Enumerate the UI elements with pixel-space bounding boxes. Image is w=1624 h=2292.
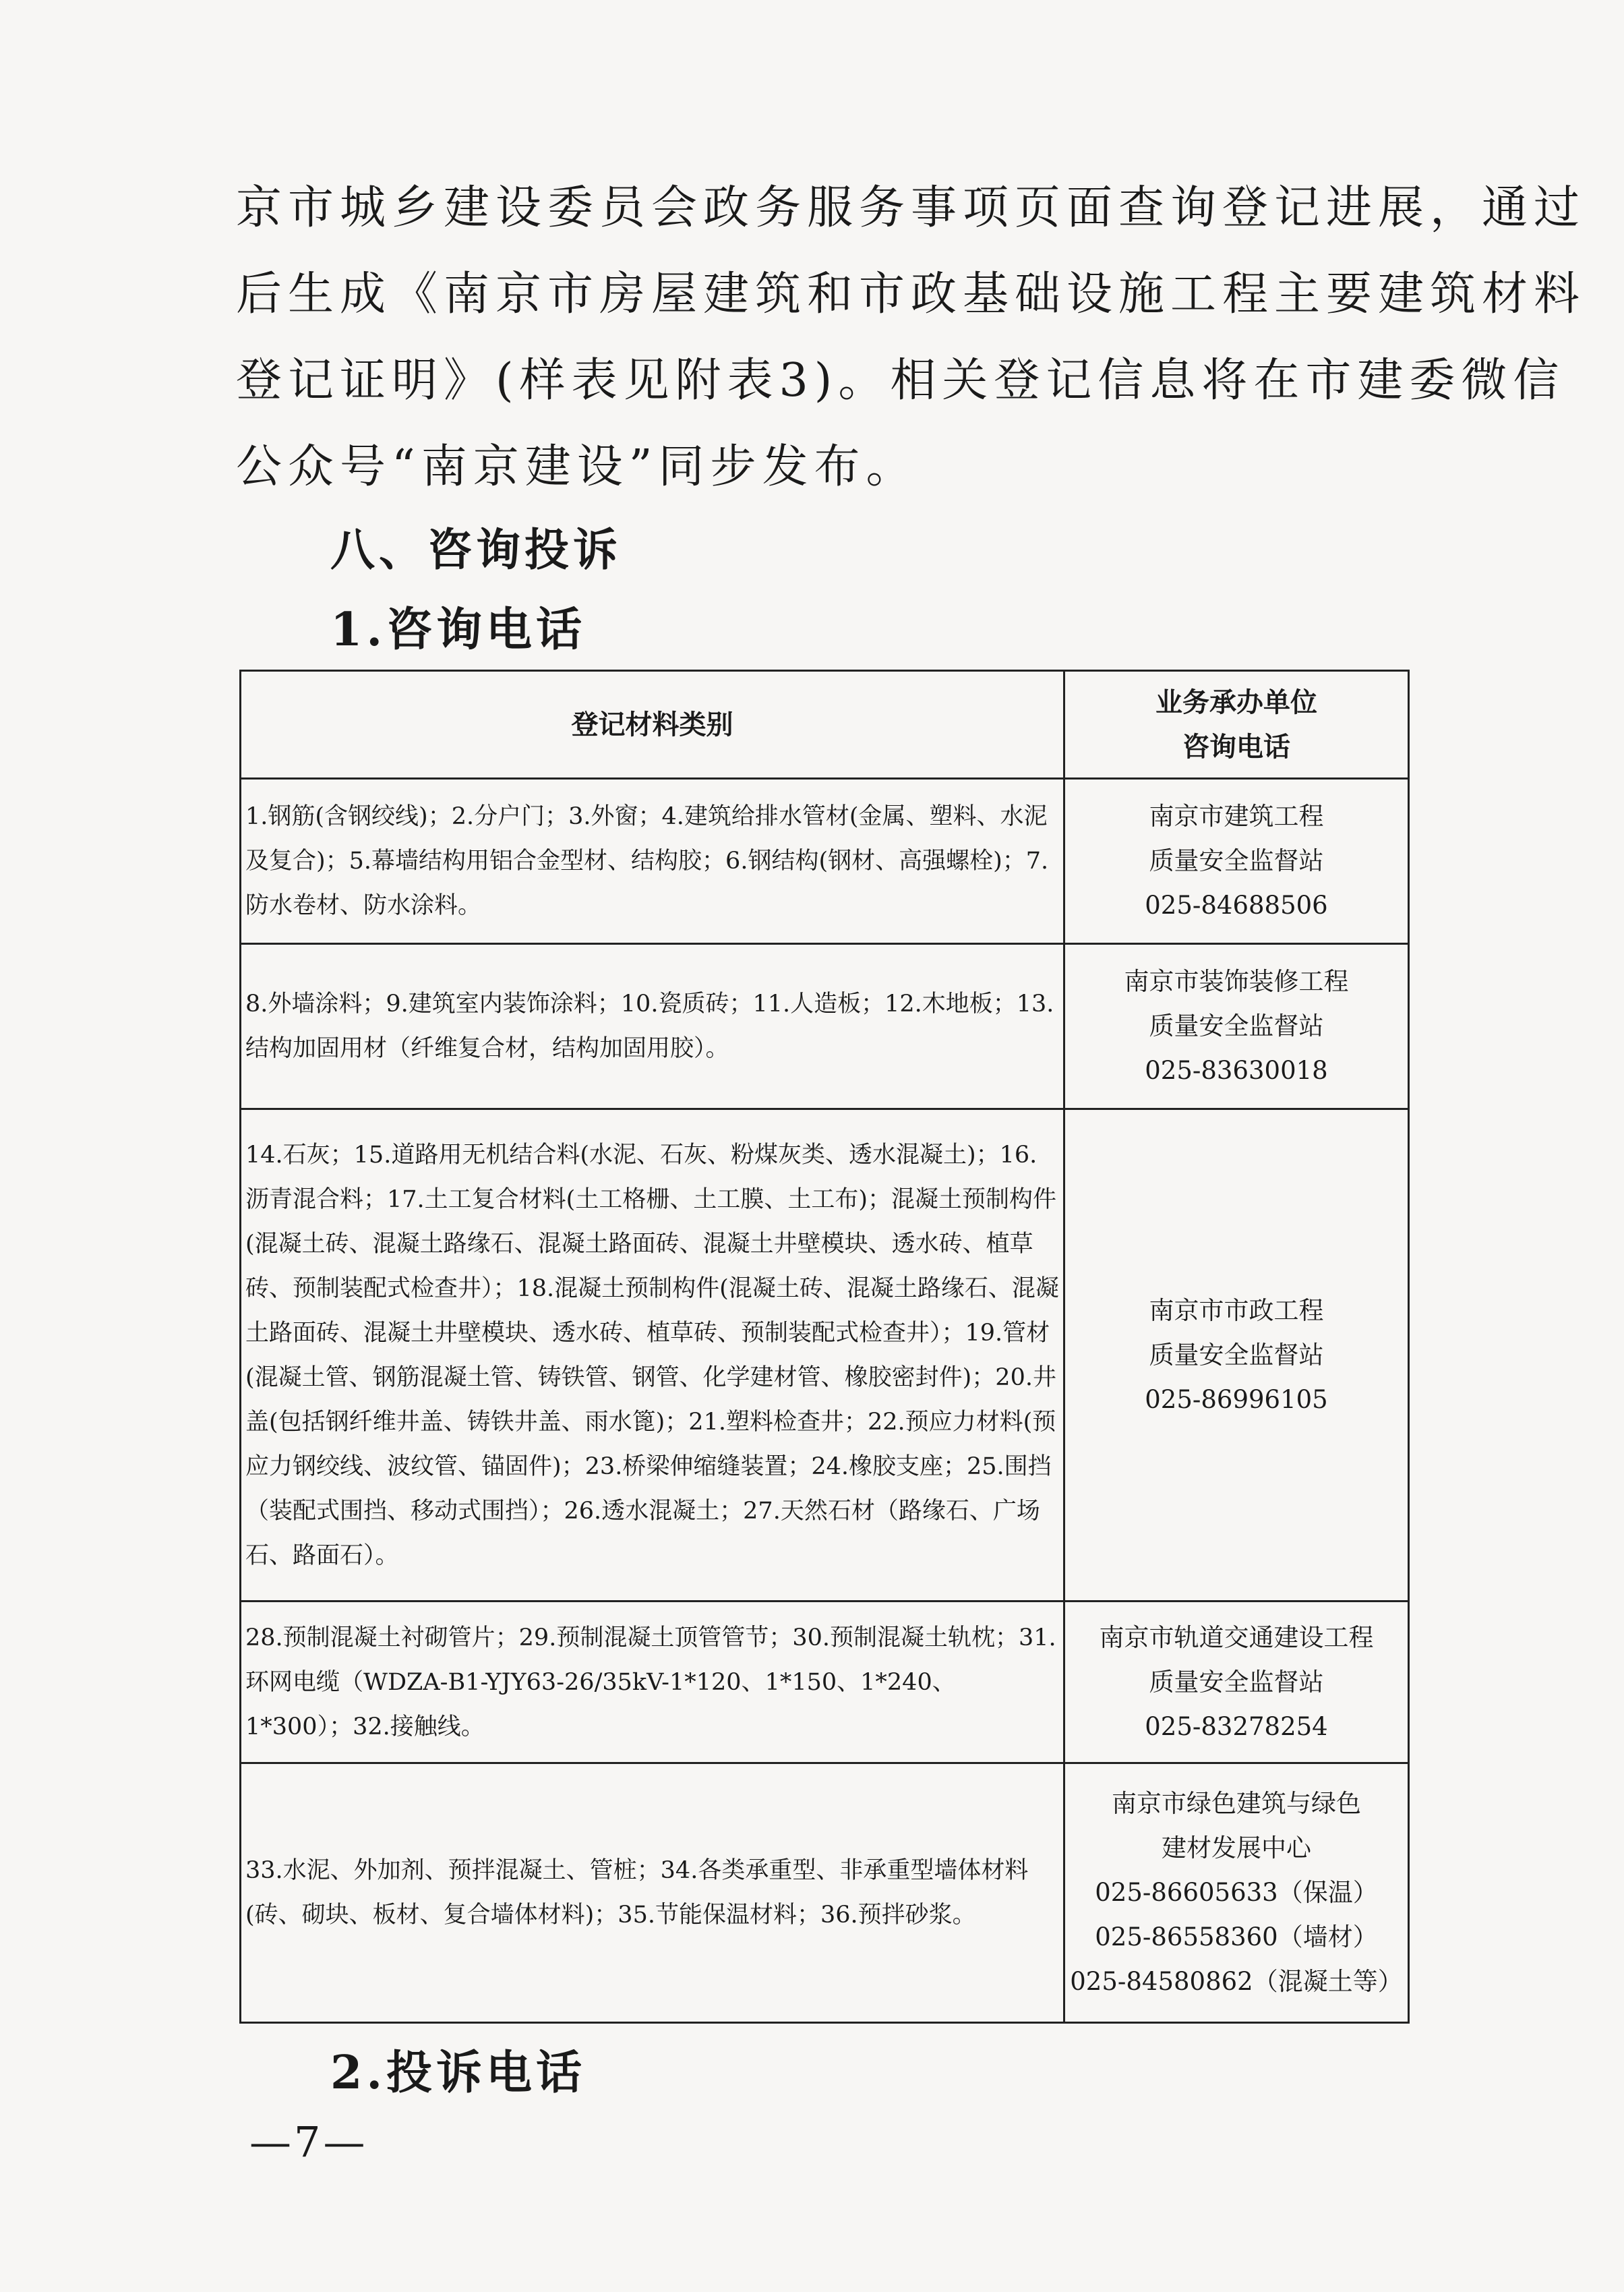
table-row <box>241 1602 1409 1763</box>
org-phone: 025-84580862（混凝土等） <box>1070 1967 1403 1996</box>
table-header-row <box>241 671 1409 779</box>
org-cell <box>1064 1763 1409 2023</box>
org-phone: 025-86605633（保温） <box>1095 1878 1378 1907</box>
org-phone: 025-83630018 <box>1145 1056 1328 1085</box>
material-cell: 8.外墙涂料；9.建筑室内装饰涂料；10.瓷质砖；11.人造板；12.木地板；13.结构加固用材（纤维复合材，结构加固用胶）。 <box>241 944 1064 1109</box>
intro-line: 后生成《南京市房屋建筑和市政基础设施工程主要建筑材料 <box>236 268 1586 321</box>
org-line: 质量安全监督站 <box>1149 1667 1324 1697</box>
page-number: —7— <box>249 2117 368 2167</box>
org-line: 质量安全监督站 <box>1149 846 1324 875</box>
org-line: 质量安全监督站 <box>1149 1340 1324 1370</box>
org-cell <box>1064 1602 1409 1763</box>
org-line: 质量安全监督站 <box>1149 1011 1324 1040</box>
table-row <box>241 1763 1409 2023</box>
consult-phone-table <box>239 670 1410 2024</box>
intro-paragraph <box>236 165 1586 510</box>
header-unit-line: 咨询电话 <box>1182 731 1290 763</box>
org-phone: 025-86558360（墙材） <box>1095 1922 1378 1951</box>
header-unit-line: 业务承办单位 <box>1155 686 1317 718</box>
table-row <box>241 944 1409 1109</box>
material-cell: 33.水泥、外加剂、预拌混凝土、管桩；34.各类承重型、非承重型墙体材料(砖、砌块、板材、复合墙体材料)；35.节能保温材料；36.预拌砂浆。 <box>241 1763 1064 2023</box>
header-category: 登记材料类别 <box>241 671 1064 779</box>
org-line: 南京市建筑工程 <box>1149 802 1324 831</box>
table-row <box>241 1109 1409 1602</box>
org-cell <box>1064 1109 1409 1602</box>
intro-line: 登记证明》(样表见附表3)。相关登记信息将在市建委微信 <box>236 354 1565 407</box>
header-unit <box>1064 671 1409 779</box>
intro-line: 京市城乡建设委员会政务服务事项页面查询登记进展，通过 <box>236 181 1586 235</box>
org-cell <box>1064 944 1409 1109</box>
org-cell <box>1064 779 1409 944</box>
org-line: 南京市市政工程 <box>1149 1295 1324 1325</box>
material-cell: 14.石灰；15.道路用无机结合料(水泥、石灰、粉煤灰类、透水混凝土)；16.沥青混合料；17.土工复合材料(土工格栅、土工膜、土工布)；混凝土预制构件(混凝土砖、混凝土路缘石、混凝土路面砖、混凝土井壁模块、透水砖、植草砖、预制装配式检查井）；18.混凝土预制构件(混凝土砖、混凝土路缘石、混凝土路面砖、混凝土井壁模块、透水砖、植草砖、预制装配式检查井）；19.管材(混凝土管、钢筋混凝土管、铸铁管、钢管、化学建材管、橡胶密封件)；20.井盖(包括钢纤维井盖、铸铁井盖、雨水篦)；21.塑料检查井；22.预应力材料(预应力钢绞线、波纹管、锚固件)；23.桥梁伸缩缝装置；24.橡胶支座；25.围挡（装配式围挡、移动式围挡）；26.透水混凝土；27.天然石材（路缘石、广场石、路面石）。 <box>241 1109 1064 1602</box>
material-cell: 28.预制混凝土衬砌管片；29.预制混凝土顶管管节；30.预制混凝土轨枕；31.环网电缆（WDZA-B1-YJY63-26/35kV-1*120、1*150、1*240、1*300）；32.接触线。 <box>241 1602 1064 1763</box>
org-phone: 025-86996105 <box>1145 1384 1328 1414</box>
complaint-phone-title: 2.投诉电话 <box>330 2046 586 2100</box>
section-heading: 八、咨询投诉 <box>330 524 622 576</box>
org-line: 南京市绿色建筑与绿色 <box>1112 1789 1361 1818</box>
org-line: 南京市轨道交通建设工程 <box>1099 1622 1374 1652</box>
org-phone: 025-84688506 <box>1145 891 1328 920</box>
table-row <box>241 779 1409 944</box>
material-cell: 1.钢筋(含钢绞线)；2.分户门；3.外窗；4.建筑给排水管材(金属、塑料、水泥及复合)；5.幕墙结构用铝合金型材、结构胶；6.钢结构(钢材、高强螺栓)；7.防水卷材、防水涂料。 <box>241 779 1064 944</box>
org-line: 建材发展中心 <box>1162 1833 1311 1862</box>
org-line: 南京市装饰装修工程 <box>1124 967 1349 996</box>
consult-phone-title: 1.咨询电话 <box>330 603 586 657</box>
intro-line: 公众号“南京建设”同步发布。 <box>236 440 918 494</box>
org-phone: 025-83278254 <box>1145 1711 1328 1741</box>
